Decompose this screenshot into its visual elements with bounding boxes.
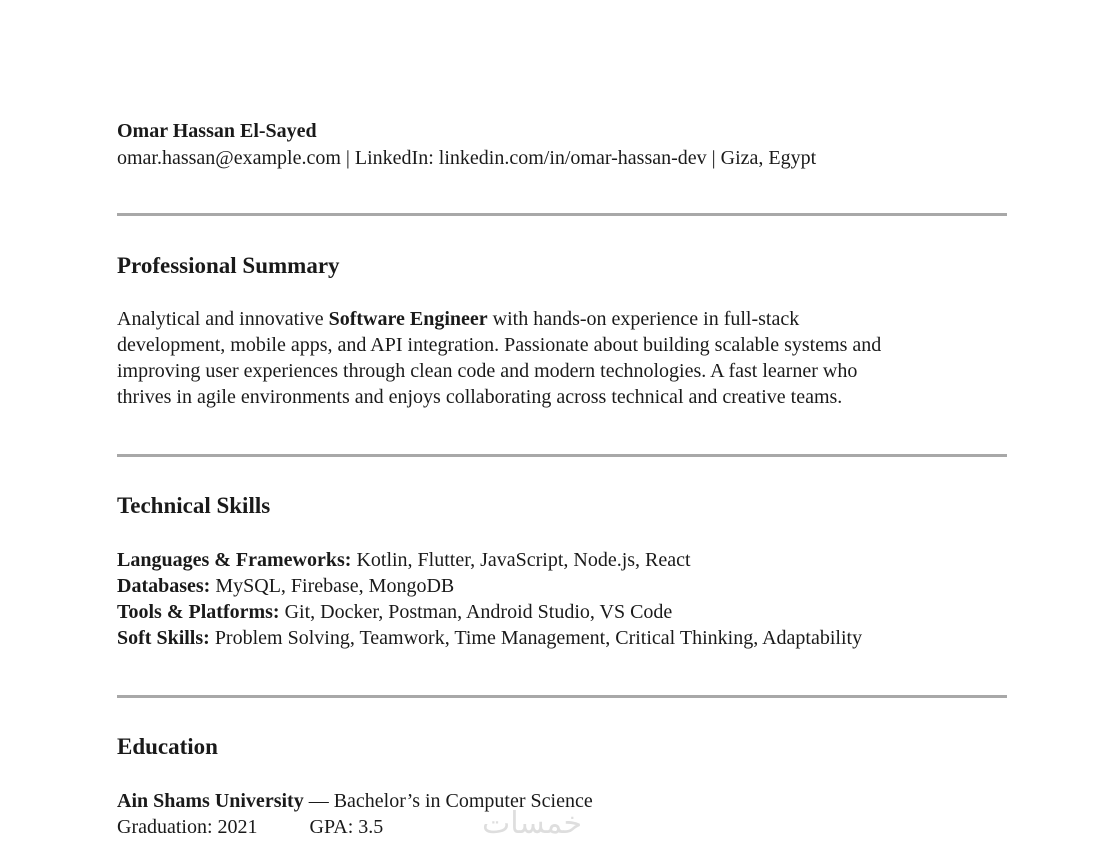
skill-row-soft-skills: Soft Skills: Problem Solving, Teamwork, Time Management, Critical Thinking, Adaptability [117,627,863,649]
candidate-name: Omar Hassan El-Sayed [117,120,317,142]
degree-name: — Bachelor’s in Computer Science [303,790,593,812]
contact-line: omar.hassan@example.com | LinkedIn: linkedin.com/in/omar-hassan-dev | Giza, Egypt [117,147,817,169]
skill-row-languages: Languages & Frameworks: Kotlin, Flutter, JavaScript, Node.js, React [117,549,691,571]
summary-heading: Professional Summary [117,253,340,278]
skill-row-databases: Databases: MySQL, Firebase, MongoDB [117,575,455,597]
summary-line: development, mobile apps, and API integration. Passionate about building scalable systems and [117,334,882,356]
education-heading: Education [117,734,218,759]
section-divider [117,454,1007,457]
summary-line: Analytical and innovative Software Engineer with hands-on experience in full-stack [117,308,800,330]
summary-paragraph [117,306,881,410]
university-name: Ain Shams University [117,790,304,812]
summary-line: thrives in agile environments and enjoys collaborating across technical and creative teams. [117,386,843,408]
skill-row-tools: Tools & Platforms: Git, Docker, Postman, Android Studio, VS Code [117,601,673,623]
skills-heading: Technical Skills [117,493,271,518]
section-divider [117,695,1007,698]
summary-line: improving user experiences through clean code and modern technologies. A fast learner who [117,360,858,382]
graduation-year: Graduation: 2021 [117,816,258,838]
section-divider [117,213,1007,216]
skills-list [117,547,862,651]
khamsat-watermark-logo: خمسات [482,806,583,841]
gpa-value: GPA: 3.5 [309,816,384,838]
